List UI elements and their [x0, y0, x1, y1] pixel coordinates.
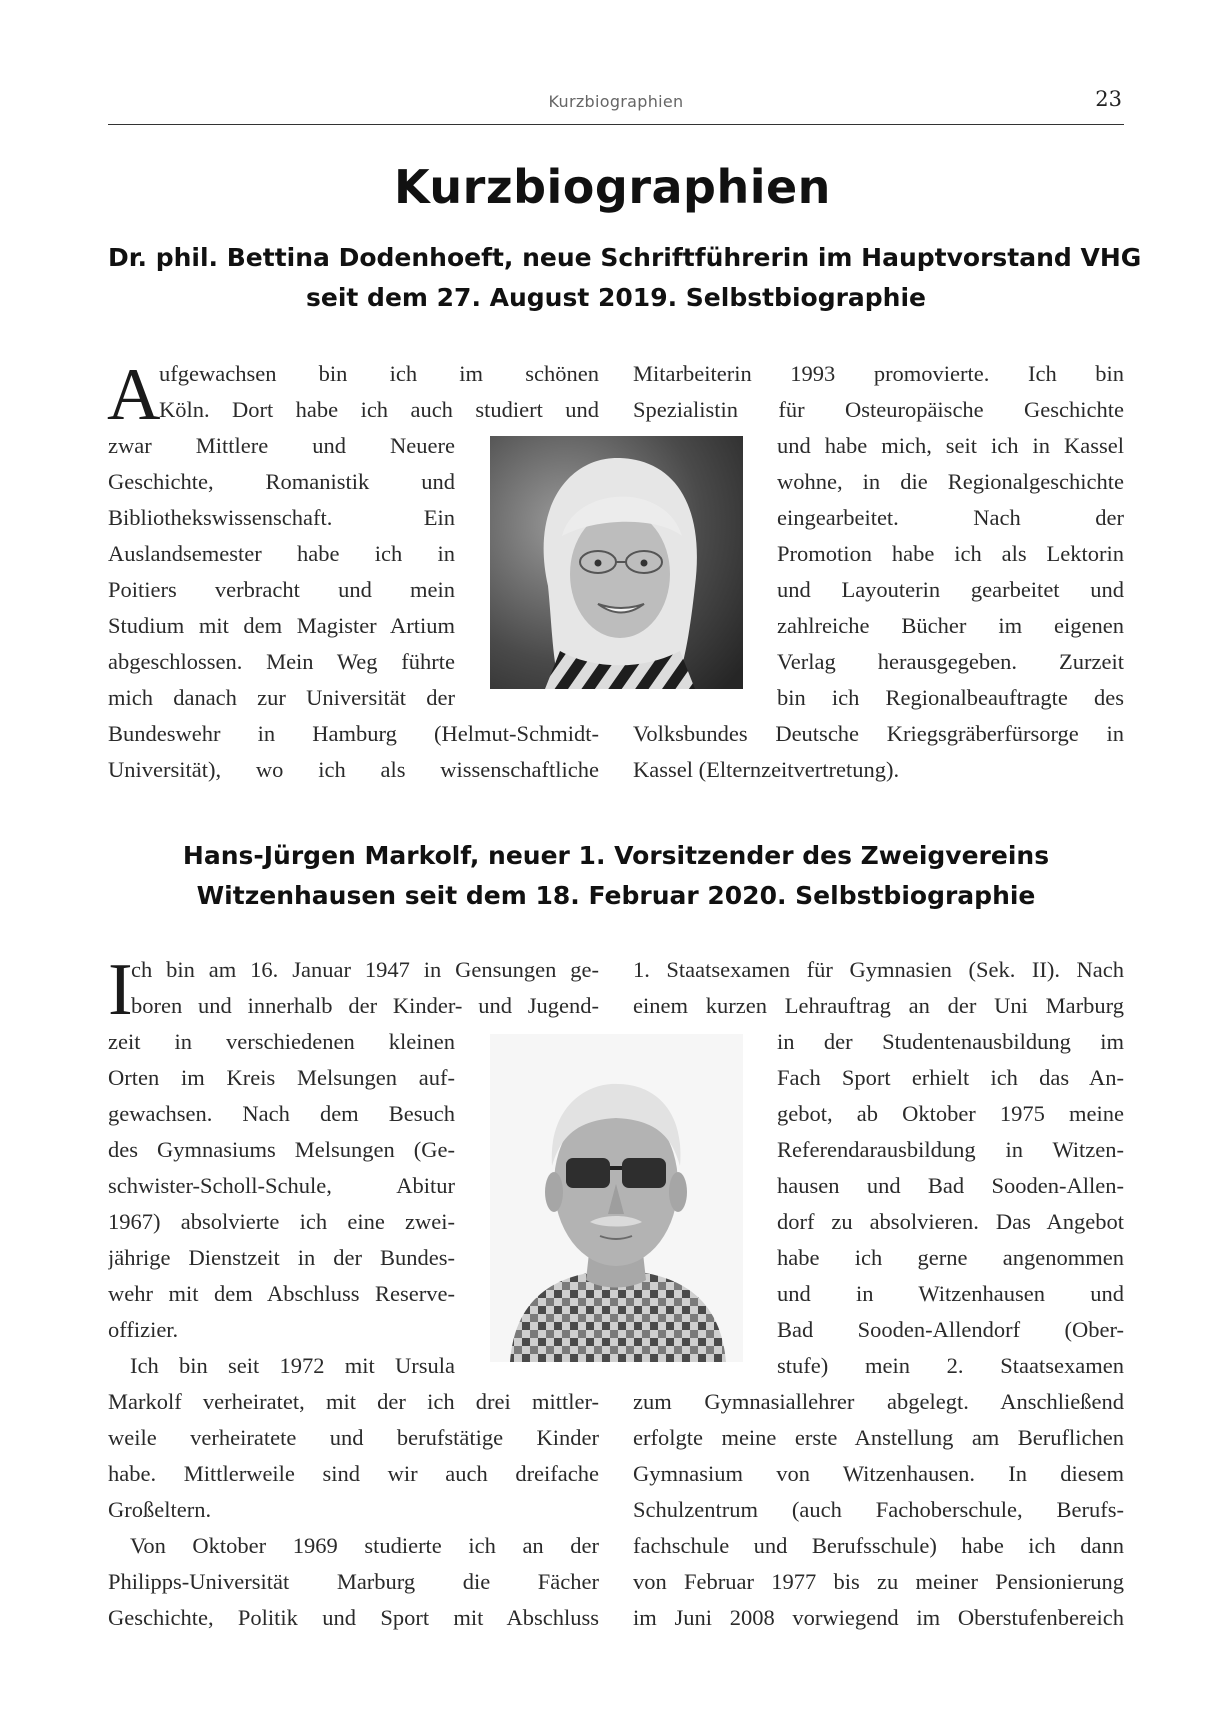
- bio2-heading: [108, 836, 1124, 916]
- bio2-left-line: schwister-Scholl-Schule, Abitur: [108, 1173, 455, 1198]
- bio2-right-line: dorf zu absolvieren. Das Angebot: [777, 1209, 1124, 1234]
- bio1-heading-line: Dr. phil. Bettina Dodenhoeft, neue Schriftführerin im Hauptvorstand VHG: [108, 243, 1142, 272]
- bio2-right-line: Gymnasium von Witzenhausen. In diesem: [633, 1461, 1124, 1486]
- bio1-right-line: und Layouterin gearbeitet und: [777, 577, 1124, 602]
- bio2-left-line: zeit in verschiedenen kleinen: [108, 1029, 455, 1054]
- bio1-right-line: zahlreiche Bücher im eigenen: [777, 613, 1124, 638]
- bio2-left-line: gewachsen. Nach dem Besuch: [108, 1101, 455, 1126]
- page-title: Kurzbiographien: [394, 160, 831, 214]
- running-title: Kurzbiographien: [548, 92, 684, 111]
- bio2-heading-line: Witzenhausen seit dem 18. Februar 2020. Selbstbiographie: [196, 881, 1036, 910]
- bio2-right-line: Bad Sooden-Allendorf (Ober-: [777, 1317, 1124, 1342]
- bio2-right-line: habe ich gerne angenommen: [777, 1245, 1124, 1270]
- bio2-left-line: des Gymnasiums Melsungen (Ge-: [108, 1137, 455, 1162]
- bio1-left-line: mich danach zur Universität der: [108, 685, 455, 710]
- bio2-left-line: Philipps-Universität Marburg die Fächer: [108, 1569, 599, 1594]
- portrait-photo-bettina: [490, 436, 743, 689]
- bio2-right-line: stufe) mein 2. Staatsexamen: [777, 1353, 1124, 1378]
- bio2-dropcap: I: [108, 949, 133, 1031]
- bio1-right-line: Verlag herausgegeben. Zurzeit: [777, 649, 1124, 674]
- bio2-left-line: Ich bin seit 1972 mit Ursula: [130, 1353, 455, 1378]
- bio1-right-line: Mitarbeiterin 1993 promovierte. Ich bin: [633, 361, 1124, 386]
- bio1-left-line: Bundeswehr in Hamburg (Helmut-Schmidt-: [108, 721, 599, 746]
- bio2-left-line: boren und innerhalb der Kinder- und Jugend-: [131, 993, 599, 1018]
- bio2-right-line: fachschule und Berufsschule) habe ich dann: [633, 1533, 1124, 1558]
- bio2-right-line: Schulzentrum (auch Fachoberschule, Berufs-: [633, 1497, 1124, 1522]
- bio2-left-line: jährige Dienstzeit in der Bundes-: [108, 1245, 455, 1270]
- bio2-left-line: Von Oktober 1969 studierte ich an der: [130, 1533, 599, 1558]
- bio1-left-line: ufgewachsen bin ich im schönen: [159, 361, 599, 386]
- bio2-left-line: 1967) absolvierte ich eine zwei-: [108, 1209, 455, 1234]
- bio2-right-line: und in Witzenhausen und: [777, 1281, 1124, 1306]
- bio2-left-line: Geschichte, Politik und Sport mit Abschluss: [108, 1605, 599, 1630]
- bio2-right-line: in der Studentenausbildung im: [777, 1029, 1124, 1054]
- bio2-left-line: Markolf verheiratet, mit der ich drei mittler-: [108, 1389, 599, 1414]
- bio1-right-line: Kassel (Elternzeitvertretung).: [633, 757, 900, 782]
- bio2-right-line: Fach Sport erhielt ich das An-: [777, 1065, 1124, 1090]
- bio1-left-line: Geschichte, Romanistik und: [108, 469, 455, 494]
- bio2-left-line: habe. Mittlerweile sind wir auch dreifache: [108, 1461, 599, 1486]
- bio1-left-line: abgeschlossen. Mein Weg führte: [108, 649, 455, 674]
- bio2-left-line: Orten im Kreis Melsungen auf-: [108, 1065, 455, 1090]
- bio1-right-line: bin ich Regionalbeauftragte des: [777, 685, 1124, 710]
- bio2-left-line: wehr mit dem Abschluss Reserve-: [108, 1281, 455, 1306]
- bio1-left-line: Auslandsemester habe ich in: [108, 541, 455, 566]
- bio2-left-line: offizier.: [108, 1317, 179, 1342]
- bio2-right-line: hausen und Bad Sooden-Allen-: [777, 1173, 1124, 1198]
- portrait-photo-hans-juergen: [490, 1034, 743, 1362]
- bio2-right-line: einem kurzen Lehrauftrag an der Uni Marburg: [633, 993, 1124, 1018]
- bio2-right-line: zum Gymnasiallehrer abgelegt. Anschließend: [633, 1389, 1124, 1414]
- bio1-right-line: und habe mich, seit ich in Kassel: [777, 433, 1124, 458]
- bio1-right-line: Promotion habe ich als Lektorin: [777, 541, 1124, 566]
- bio2-right-line: erfolgte meine erste Anstellung am Beruflichen: [633, 1425, 1124, 1450]
- bio2-left-line: Großeltern.: [108, 1497, 212, 1522]
- bio1-heading: [108, 238, 1142, 318]
- bio2-right-line: gebot, ab Oktober 1975 meine: [777, 1101, 1124, 1126]
- bio1-left-line: Köln. Dort habe ich auch studiert und: [159, 397, 599, 422]
- bio2-left-line: weile verheiratete und berufstätige Kinder: [108, 1425, 599, 1450]
- page-number: 23: [1095, 87, 1122, 111]
- bio1-right-line: Volksbundes Deutsche Kriegsgräberfürsorge in: [633, 721, 1124, 746]
- bio1-left-line: Poitiers verbracht und mein: [108, 577, 455, 602]
- bio2-right-line: Referendarausbildung in Witzen-: [777, 1137, 1124, 1162]
- bio1-right-line: eingearbeitet. Nach der: [777, 505, 1124, 530]
- bio1-right-line: Spezialistin für Osteuropäische Geschichte: [633, 397, 1124, 422]
- bio1-left-line: zwar Mittlere und Neuere: [108, 433, 455, 458]
- running-header: [108, 86, 1124, 125]
- bio1-heading-line: seit dem 27. August 2019. Selbstbiographie: [305, 283, 927, 312]
- bio1-dropcap: A: [107, 354, 161, 436]
- bio2-right-line: 1. Staatsexamen für Gymnasien (Sek. II). Nach: [633, 957, 1124, 982]
- bio2-right-line: im Juni 2008 vorwiegend im Oberstufenbereich: [633, 1605, 1124, 1630]
- bio2-left-line: ch bin am 16. Januar 1947 in Gensungen ge-: [131, 957, 599, 982]
- bio2-right-line: von Februar 1977 bis zu meiner Pensionierung: [633, 1569, 1124, 1594]
- bio1-left-line: Bibliothekswissenschaft. Ein: [108, 505, 455, 530]
- bio2-heading-line: Hans-Jürgen Markolf, neuer 1. Vorsitzender des Zweigvereins: [182, 841, 1050, 870]
- bio1-left-line: Studium mit dem Magister Artium: [108, 613, 455, 638]
- bio1-right-line: wohne, in die Regionalgeschichte: [777, 469, 1124, 494]
- bio1-left-line: Universität), wo ich als wissenschaftliche: [108, 757, 599, 782]
